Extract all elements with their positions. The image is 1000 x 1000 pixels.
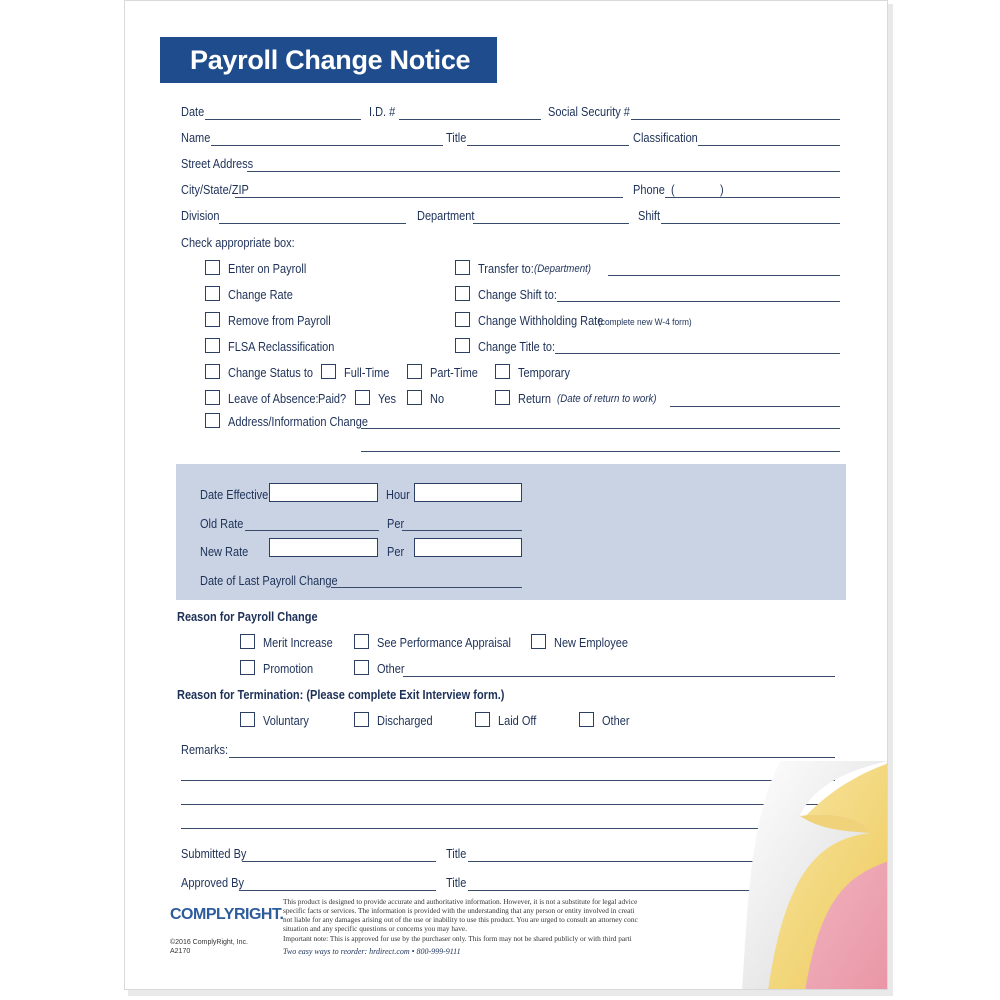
change-rate-checkbox[interactable]	[205, 286, 220, 301]
paid-yes-checkbox[interactable]	[355, 390, 370, 405]
street-field[interactable]	[247, 171, 840, 172]
disclaimer-line-2: specific facts or services. The information is provided with the understanding that any person or entity involved in creati	[283, 906, 635, 915]
remarks-line-1[interactable]	[229, 757, 835, 758]
return-note: (Date of return to work)	[557, 393, 657, 405]
change-title-label: Change Title to:	[478, 340, 556, 354]
flsa-checkbox[interactable]	[205, 338, 220, 353]
temporary-checkbox[interactable]	[495, 364, 510, 379]
city-label: City/State/ZIP	[181, 183, 249, 197]
shift-field[interactable]	[661, 223, 840, 224]
street-label: Street Address	[181, 157, 254, 171]
hour-input[interactable]	[414, 483, 522, 502]
classification-label: Classification	[633, 131, 698, 145]
paid-yes-label: Yes	[378, 392, 396, 406]
date-label: Date	[181, 105, 205, 119]
disclaimer-line-1: This product is designed to provide accurate and authoritative information. However, it is not a substitute for legal advice	[283, 897, 638, 906]
merit-checkbox[interactable]	[240, 634, 255, 649]
reason-term-heading: Reason for Termination:	[177, 688, 304, 702]
full-time-label: Full-Time	[344, 366, 390, 380]
new-rate-input[interactable]	[269, 538, 378, 557]
promotion-checkbox[interactable]	[240, 660, 255, 675]
name-field[interactable]	[211, 145, 443, 146]
old-rate-field[interactable]	[245, 530, 379, 531]
laid-off-checkbox[interactable]	[475, 712, 490, 727]
transfer-checkbox[interactable]	[455, 260, 470, 275]
date-effective-input[interactable]	[269, 483, 378, 502]
paid-no-checkbox[interactable]	[407, 390, 422, 405]
title-label: Title	[446, 131, 467, 145]
ssn-field[interactable]	[631, 119, 840, 120]
new-rate-label: New Rate	[200, 545, 249, 559]
title-field[interactable]	[467, 145, 629, 146]
phone-label: Phone	[633, 183, 665, 197]
new-employee-label: New Employee	[554, 636, 628, 650]
laid-off-label: Laid Off	[498, 714, 537, 728]
other-change-field[interactable]	[403, 676, 835, 677]
carbonless-copies-curl	[630, 761, 888, 990]
disclaimer-line-3: not liable for any damages arising out of the use or inability to use this product. You are urged to consult an attorney conc	[283, 915, 638, 924]
change-shift-field[interactable]	[557, 301, 840, 302]
reorder-text: Two easy ways to reorder: hrdirect.com • 800-999-9111	[283, 947, 461, 956]
per-label-2: Per	[387, 545, 405, 559]
change-withholding-checkbox[interactable]	[455, 312, 470, 327]
appraisal-label: See Performance Appraisal	[377, 636, 511, 650]
leave-label: Leave of Absence:	[228, 392, 319, 406]
discharged-checkbox[interactable]	[354, 712, 369, 727]
last-change-field[interactable]	[331, 587, 522, 588]
withholding-note: (complete new W-4 form)	[598, 317, 692, 328]
submitted-by-label: Submitted By	[181, 847, 247, 861]
division-field[interactable]	[219, 223, 406, 224]
reason-change-heading: Reason for Payroll Change	[177, 610, 318, 624]
promotion-label: Promotion	[263, 662, 314, 676]
copyright-text: ©2016 ComplyRight, Inc.	[170, 939, 248, 946]
city-field[interactable]	[235, 197, 623, 198]
enter-payroll-label: Enter on Payroll	[228, 262, 307, 276]
shift-label: Shift	[638, 209, 661, 223]
other-term-checkbox[interactable]	[579, 712, 594, 727]
change-title-field[interactable]	[555, 353, 840, 354]
old-per-field[interactable]	[402, 530, 522, 531]
phone-close-paren: )	[720, 183, 724, 197]
other-change-label: Other	[377, 662, 405, 676]
new-per-input[interactable]	[414, 538, 522, 557]
temporary-label: Temporary	[518, 366, 570, 380]
form-title: Payroll Change Notice	[160, 37, 497, 83]
disclaimer-line-4: situation and any specific questions or concerns you may have.	[283, 924, 467, 933]
new-employee-checkbox[interactable]	[531, 634, 546, 649]
change-shift-checkbox[interactable]	[455, 286, 470, 301]
complyright-logo: COMPLYRIGHT.	[170, 906, 284, 923]
return-checkbox[interactable]	[495, 390, 510, 405]
discharged-label: Discharged	[377, 714, 433, 728]
department-label: Department	[417, 209, 475, 223]
voluntary-label: Voluntary	[263, 714, 309, 728]
address-change-checkbox[interactable]	[205, 413, 220, 428]
remove-payroll-label: Remove from Payroll	[228, 314, 331, 328]
date-effective-label: Date Effective	[200, 488, 269, 502]
classification-field[interactable]	[698, 145, 840, 146]
change-shift-label: Change Shift to:	[478, 288, 557, 302]
division-label: Division	[181, 209, 220, 223]
ssn-label: Social Security #	[548, 105, 630, 119]
address-change-label: Address/Information Change	[228, 415, 369, 429]
form-code: A2170	[170, 948, 191, 955]
id-label: I.D. #	[369, 105, 396, 119]
paid-no-label: No	[430, 392, 445, 406]
submitted-title-label: Title	[446, 847, 467, 861]
reason-term-note-bold: Exit Interview	[399, 688, 471, 702]
change-status-checkbox[interactable]	[205, 364, 220, 379]
submitted-by-field[interactable]	[242, 861, 436, 862]
hour-label: Hour	[386, 488, 410, 502]
date-field[interactable]	[205, 119, 361, 120]
part-time-label: Part-Time	[430, 366, 478, 380]
address-change-field-2[interactable]	[361, 451, 840, 452]
name-label: Name	[181, 131, 211, 145]
remarks-label: Remarks:	[181, 743, 229, 757]
change-title-checkbox[interactable]	[455, 338, 470, 353]
id-field[interactable]	[399, 119, 541, 120]
per-label-1: Per	[387, 517, 405, 531]
other-change-checkbox[interactable]	[354, 660, 369, 675]
remove-payroll-checkbox[interactable]	[205, 312, 220, 327]
transfer-field[interactable]	[608, 275, 840, 276]
approved-by-label: Approved By	[181, 876, 244, 890]
phone-field[interactable]	[665, 197, 840, 198]
reason-term-heading-row	[177, 688, 504, 702]
phone-open-paren: (	[671, 183, 675, 197]
approved-by-field[interactable]	[239, 890, 436, 891]
form-sheet	[124, 0, 888, 990]
old-rate-label: Old Rate	[200, 517, 244, 531]
change-status-label: Change Status to	[228, 366, 314, 380]
appraisal-checkbox[interactable]	[354, 634, 369, 649]
department-field[interactable]	[473, 223, 629, 224]
transfer-label: Transfer to:	[478, 262, 534, 276]
enter-payroll-checkbox[interactable]	[205, 260, 220, 275]
merit-label: Merit Increase	[263, 636, 333, 650]
part-time-checkbox[interactable]	[407, 364, 422, 379]
disclaimer-line-5: Important note: This is approved for use by the purchaser only. This form may not be shared publicly or with third parti	[283, 934, 632, 943]
paid-label: Paid?	[318, 392, 347, 406]
return-date-field[interactable]	[670, 406, 840, 407]
reason-term-note-post: form.)	[470, 688, 505, 702]
reason-term-note-pre: (Please complete	[306, 688, 400, 702]
transfer-note: (Department)	[534, 263, 592, 275]
change-rate-label: Change Rate	[228, 288, 293, 302]
leave-checkbox[interactable]	[205, 390, 220, 405]
other-term-label: Other	[602, 714, 630, 728]
check-heading: Check appropriate box:	[181, 236, 295, 250]
flsa-label: FLSA Reclassification	[228, 340, 335, 354]
full-time-checkbox[interactable]	[321, 364, 336, 379]
address-change-field-1[interactable]	[361, 428, 840, 429]
approved-title-label: Title	[446, 876, 467, 890]
last-change-label: Date of Last Payroll Change	[200, 574, 338, 588]
return-label: Return	[518, 392, 552, 406]
change-withholding-label: Change Withholding Rate	[478, 314, 604, 328]
voluntary-checkbox[interactable]	[240, 712, 255, 727]
